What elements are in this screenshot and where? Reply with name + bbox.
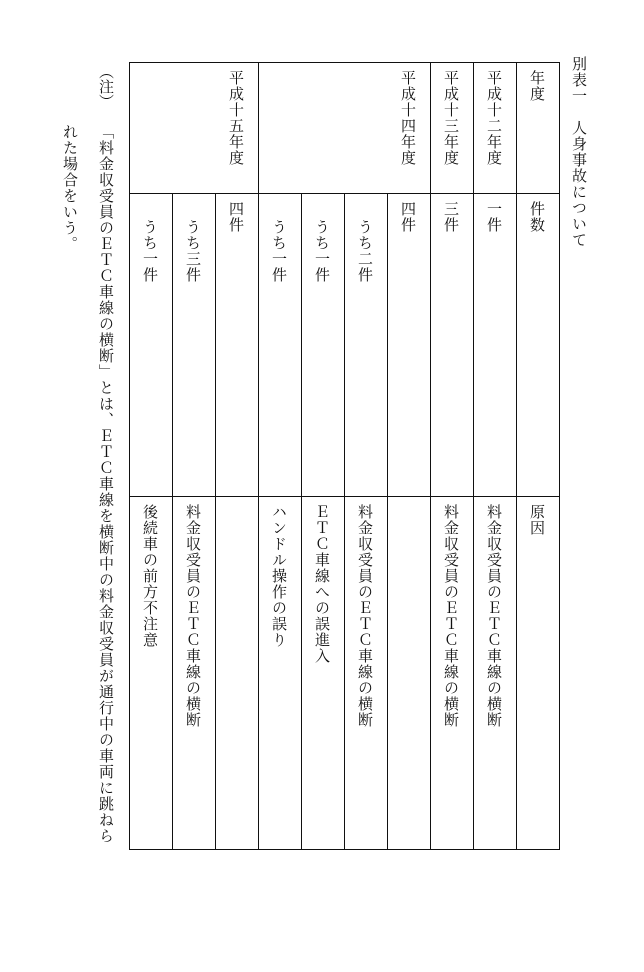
- table-subrow-divider: [387, 193, 388, 850]
- row-year: 平成十五年度: [227, 70, 245, 166]
- subrow-count: うち一件: [270, 219, 288, 283]
- table-right-border: [559, 62, 560, 850]
- row-count: 四件: [399, 201, 417, 233]
- subrow-count: うち三件: [184, 219, 202, 283]
- subrow-count: うち一件: [313, 219, 331, 283]
- note-label: （注）: [97, 64, 115, 109]
- table-subrow-divider: [301, 193, 302, 850]
- row-year: 平成十二年度: [485, 70, 503, 166]
- header-year: 年度: [528, 70, 546, 102]
- table-top-border: [129, 62, 560, 63]
- note-text-line2: れた場合をいう。: [61, 124, 79, 252]
- note-text-line1: 「料金収受員のＥＴＣ車線の横断」とは、ＥＴＣ車線を横断中の料金収受員が通行中の車両に跳ねら: [97, 124, 115, 844]
- page-title: 別表一 人身事故について: [570, 56, 588, 248]
- subrow-cause: ハンドル操作の誤り: [270, 504, 288, 648]
- table-row-divider: [516, 62, 517, 850]
- row-year: 平成十三年度: [442, 70, 460, 166]
- subrow-cause: ＥＴＣ車線への誤進入: [313, 504, 331, 664]
- row-cause: 料金収受員のＥＴＣ車線の横断: [442, 504, 460, 728]
- row-year: 平成十四年度: [399, 70, 417, 166]
- header-count: 件数: [528, 201, 546, 233]
- row-count: 一件: [485, 201, 503, 233]
- subrow-count: うち二件: [356, 219, 374, 283]
- header-cause: 原因: [528, 504, 546, 536]
- table-subrow-divider: [215, 193, 216, 850]
- row-cause: 料金収受員のＥＴＣ車線の横断: [485, 504, 503, 728]
- subrow-cause: 料金収受員のＥＴＣ車線の横断: [356, 504, 374, 728]
- table-subrow-divider: [172, 193, 173, 850]
- subrow-cause: 料金収受員のＥＴＣ車線の横断: [184, 504, 202, 728]
- table-row-divider: [473, 62, 474, 850]
- table-left-border: [129, 62, 130, 850]
- table-row-divider: [258, 62, 259, 850]
- row-count: 四件: [227, 201, 245, 233]
- subrow-count: うち一件: [141, 219, 159, 283]
- subrow-cause: 後続車の前方不注意: [141, 504, 159, 648]
- table-row-divider: [430, 62, 431, 850]
- row-count: 三件: [442, 201, 460, 233]
- table-subrow-divider: [344, 193, 345, 850]
